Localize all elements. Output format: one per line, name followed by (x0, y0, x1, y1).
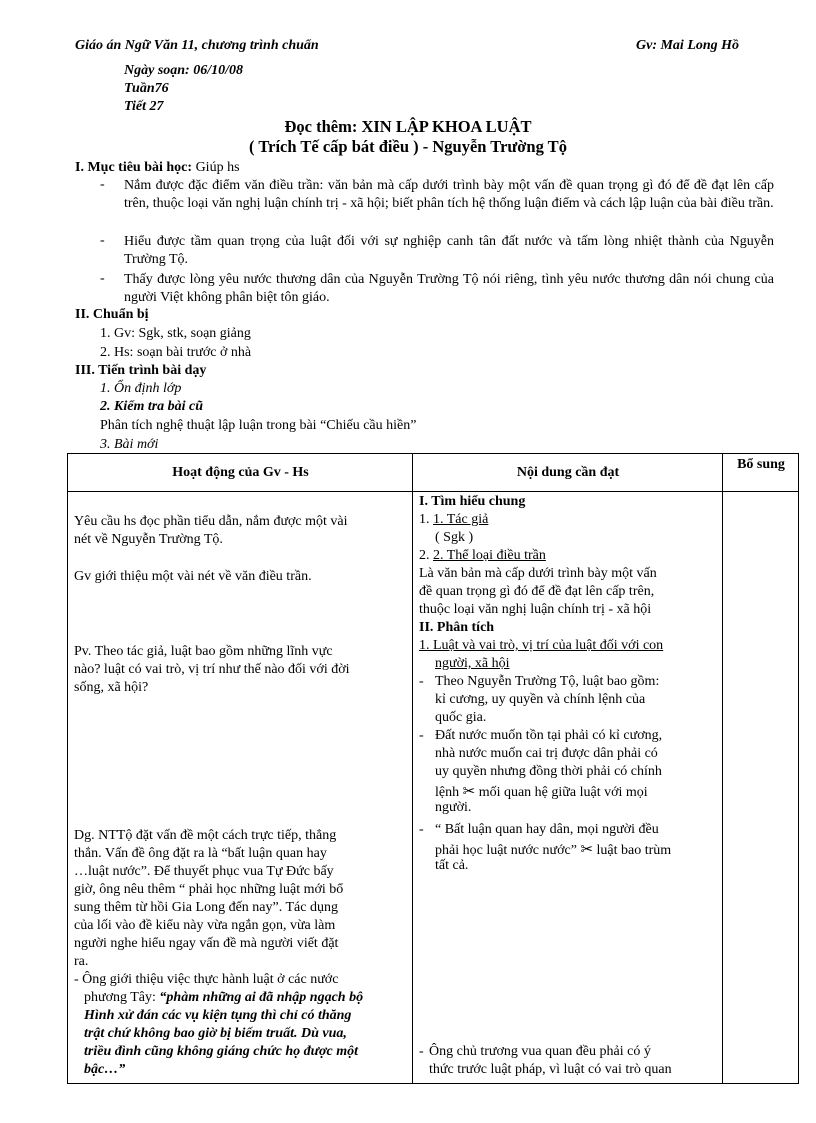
activity-line: Gv giới thiệu một vài nét về văn điều trần. (74, 569, 312, 584)
content-dash: - (419, 728, 424, 743)
content-line: “ Bất luận quan hay dân, mọi người đều (435, 822, 659, 837)
section2-item-2: 2. Hs: soạn bài trước ở nhà (100, 345, 252, 360)
content-line: tất cả. (435, 858, 469, 873)
bullet-dash: - (100, 271, 105, 286)
content-line: 1. Luật và vai trò, vị trí của luật đối với con (419, 638, 664, 653)
content-line: uy quyền nhưng đồng thời phải có chính (435, 764, 662, 779)
section3-item-1: 1. Ổn định lớp (100, 381, 182, 396)
activity-line: giờ, ông nêu thêm “ phải học những luật mới bổ (74, 882, 344, 897)
content-line-tail: mối quan hệ giữa luật với mọi (478, 785, 648, 800)
section3-check-text: Phân tích nghệ thuật lập luận trong bài “Chiếu cầu hiền” (100, 418, 417, 433)
activity-line (84, 990, 363, 1006)
activity-cell (68, 492, 413, 1084)
content-line: nhà nước muốn cai trị được dân phải có (435, 746, 658, 761)
activity-line: - Ông giới thiệu việc thực hành luật ở các nước (74, 972, 339, 987)
section3-heading: III. Tiến trình bài dạy (75, 363, 207, 378)
scissors-icon: ✂ (462, 782, 476, 800)
content-dash: - (419, 1044, 424, 1059)
activity-quote: triều đình cũng không giáng chức họ được một (84, 1044, 359, 1059)
content-line: người, xã hội (435, 656, 510, 671)
content-line: Đất nước muốn tồn tại phải có kỉ cương, (435, 728, 663, 743)
content-line: Ông chủ trương vua quan đều phải có ý (429, 1044, 651, 1059)
content-heading: I. Tìm hiểu chung (419, 494, 526, 509)
section1-bullet-3: Thấy được lòng yêu nước thương dân của Nguyễn Trường Tộ nói riêng, tình yêu nước thương dân nói chung của người Việt không phân biệt tôn giáo. (124, 272, 774, 305)
content-author-label: 1. Tác giả (433, 512, 489, 527)
table-header-content (413, 454, 723, 492)
content-line: đề quan trọng gì đó để đề đạt lên cấp trên, (419, 584, 655, 599)
activity-quote: bậc…” (84, 1062, 126, 1077)
header-left: Giáo án Ngữ Văn 11, chương trình chuẩn (75, 38, 319, 53)
content-line: Theo Nguyễn Trường Tộ, luật bao gồm: (435, 674, 660, 689)
content-dash: - (419, 822, 424, 837)
activity-line-lead: phương Tây: (84, 990, 156, 1005)
page-title: Đọc thêm: XIN LẬP KHOA LUẬT (284, 117, 532, 136)
content-line (435, 840, 671, 859)
header-activity-label: Hoạt động của Gv - Hs (172, 465, 309, 480)
content-line: người. (435, 800, 472, 815)
header-right: Gv: Mai Long Hồ (636, 38, 740, 53)
content-line: 2. 2. Thể loại điều trần (419, 548, 546, 563)
bullet-dash: - (100, 177, 105, 192)
activity-quote: trật chứ không bao giờ bị biếm truất. Dù vua, (84, 1026, 347, 1041)
section2-heading: II. Chuẩn bị (75, 307, 149, 322)
week: Tuần76 (124, 81, 169, 96)
activity-line: Dg. NTTộ đặt vấn đề một cách trực tiếp, thẳng (74, 828, 337, 843)
content-line: kỉ cương, uy quyền và chính lệnh của (435, 692, 646, 707)
content-line-lead: phải học luật nước nước” (435, 843, 577, 858)
activity-line: …luật nước”. Để thuyết phục vua Tự Đức bấy (74, 864, 334, 879)
content-dash: - (419, 674, 424, 689)
activity-line: Pv. Theo tác giả, luật bao gồm những lĩnh vực (74, 644, 333, 659)
header-content-label: Nội dung cần đạt (516, 465, 620, 480)
activity-quote: “phàm những ai đã nhập ngạch bộ (159, 990, 364, 1005)
activity-line: thắn. Vấn đề ông đặt ra là “bất luận quan hay (74, 846, 327, 861)
period: Tiết 27 (124, 99, 164, 114)
content-line: ( Sgk ) (435, 530, 474, 545)
header-supplement-label: Bổ sung (737, 457, 785, 472)
activity-line: sống, xã hội? (74, 680, 149, 695)
scissors-icon: ✂ (580, 840, 594, 858)
activity-line: nét về Nguyễn Trường Tộ. (74, 532, 223, 547)
content-line-lead: lệnh (435, 785, 460, 800)
table-header-activity (68, 454, 413, 492)
content-line: 1. 1. Tác giả (419, 512, 489, 527)
lesson-table (67, 453, 799, 1084)
section1-heading (75, 160, 240, 176)
prep-date: Ngày soạn: 06/10/08 (124, 63, 243, 78)
activity-quote: Hình xử đán các vụ kiện tụng thì chỉ có thăng (84, 1008, 352, 1023)
content-line-tail: luật bao trùm (596, 843, 672, 858)
content-line: Là văn bản mà cấp dưới trình bày một vấn (419, 566, 657, 581)
content-line: thuộc loại văn nghị luận chính trị - xã hội (419, 602, 652, 617)
section1-bullet-2: Hiểu được tầm quan trọng của luật đối với sự nghiệp canh tân đất nước và tấm lòng nhiệt thành của Nguyễn Trường Tộ. (124, 234, 774, 267)
section1-bullet-1: Nắm được đặc điểm văn điều trần: văn bản mà cấp dưới trình bày một vấn đề quan trọng gì đó để đề đạt lên cấp trên, thuộc loại văn nghị luận chính trị - xã hội; biết phân tích hệ thống luận điểm và cách lập luận của bài điều trần. (124, 178, 774, 211)
section3-new-lesson: 3. Bài mới (100, 437, 159, 452)
activity-line: của lối vào đề kiểu này vừa ngắn gọn, vừa làm (74, 918, 336, 933)
section1-heading-text: I. Mục tiêu bài học: (75, 160, 193, 175)
activity-line: Yêu cầu hs đọc phần tiểu dẫn, nắm được một vài (74, 514, 348, 529)
content-line (435, 782, 648, 801)
bullet-dash: - (100, 233, 105, 248)
activity-line: nào? luật có vai trò, vị trí như thế nào đối với đời (74, 662, 350, 677)
activity-line: ra. (74, 954, 89, 969)
content-line: quốc gia. (435, 710, 487, 725)
section2-item-1: 1. Gv: Sgk, stk, soạn giảng (100, 326, 251, 341)
activity-line: sung thêm từ hồi Gia Long đến nay”. Tác dụng (74, 900, 338, 915)
content-cell (413, 492, 723, 1084)
content-line: thức trước luật pháp, vì luật có vai trò quan (429, 1062, 672, 1077)
activity-line: người nghe hiểu ngay vấn đề mà người viết đặt (74, 936, 339, 951)
page-subtitle: ( Trích Tế cấp bát điều ) - Nguyễn Trường Tộ (249, 137, 567, 156)
section1-heading-tail: Giúp hs (192, 160, 240, 175)
supplement-cell (723, 492, 799, 1084)
table-header-supplement (723, 454, 799, 492)
content-heading: II. Phân tích (419, 620, 495, 635)
section3-item-2: 2. Kiểm tra bài cũ (100, 399, 204, 414)
content-genre-label: 2. Thể loại điều trần (433, 548, 546, 563)
